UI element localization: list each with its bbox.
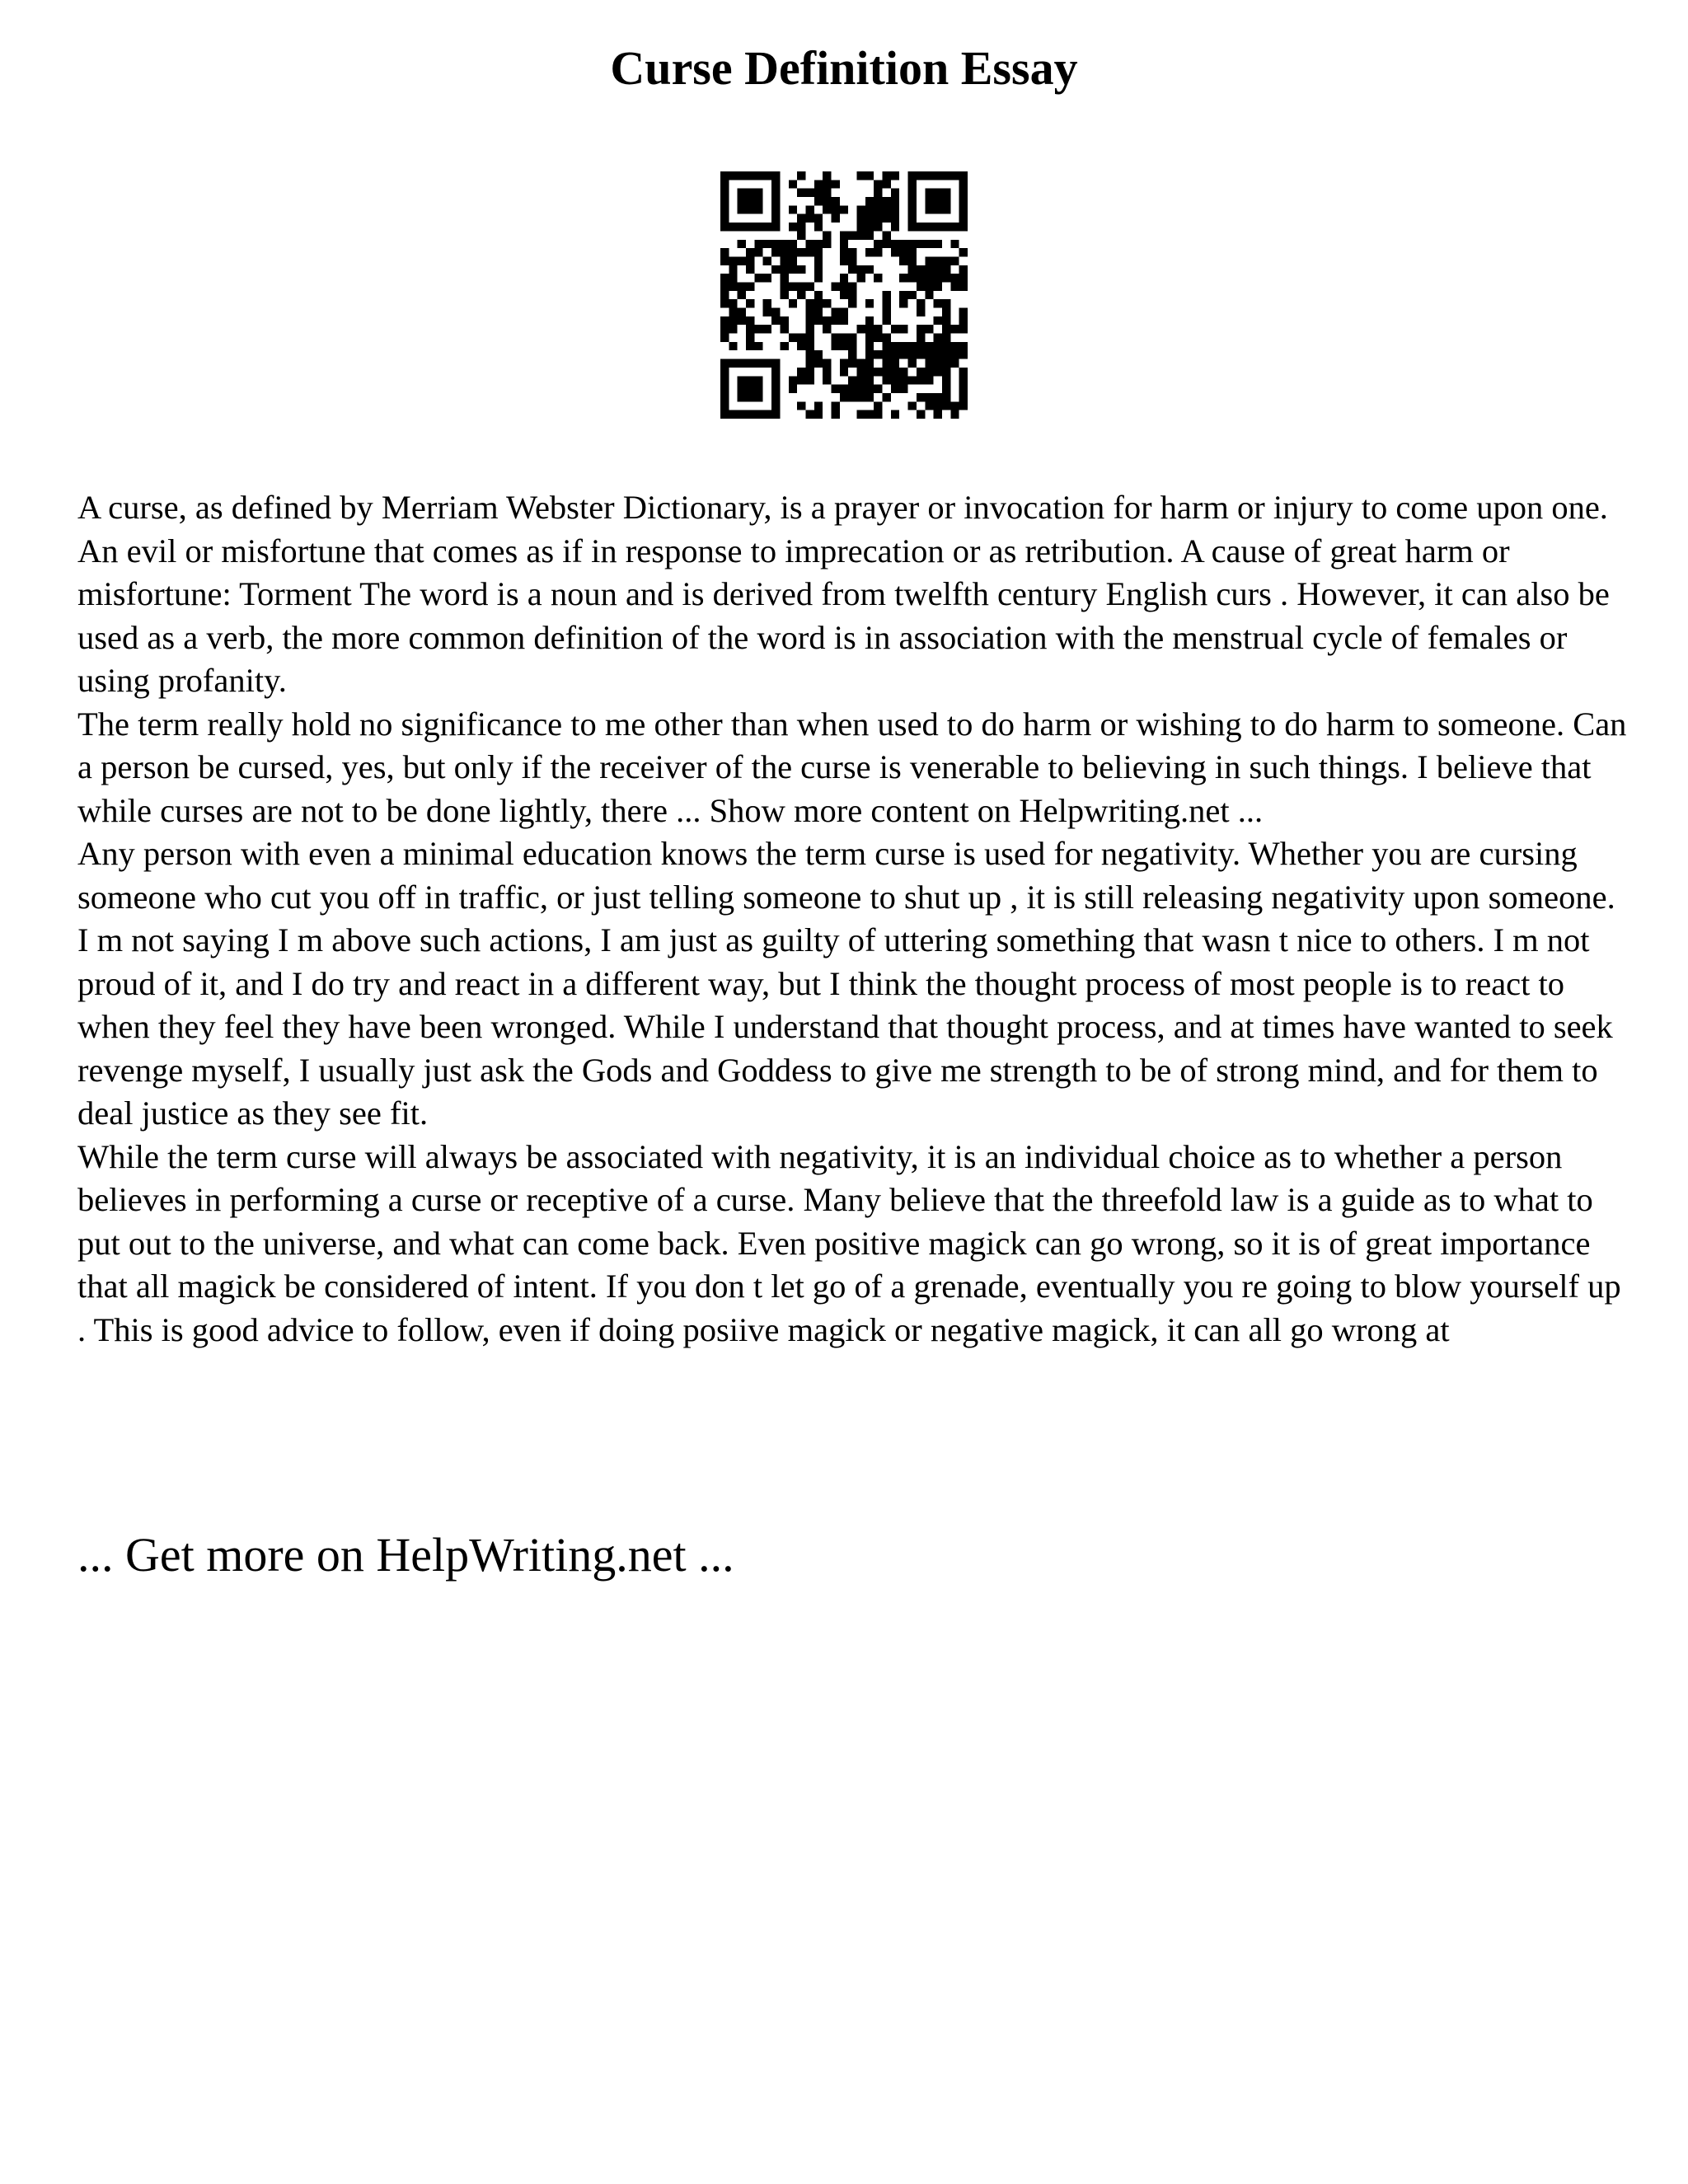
- essay-body: [77, 486, 1627, 1352]
- essay-paragraph: Any person with even a minimal education knows the term curse is used for negativity. Whether you are cursing someone who cut you off in traffic, or just telling someone to shut up , it is still releasing negativity upon someone. I m not saying I m above such actions, I am just as guilty of uttering something that wasn t nice to others. I m not proud of it, and I do try and react in a different way, but I think the thought process of most people is to react to when they feel they have been wronged. While I understand that thought process, and at times have wanted to seek revenge myself, I usually just ask the Gods and Goddess to give me strength to be of strong mind, and for them to deal justice as they see fit.: [77, 835, 1615, 1132]
- footer-link-text[interactable]: ... Get more on HelpWriting.net ...: [77, 1528, 734, 1582]
- essay-paragraph: While the term curse will always be associated with negativity, it is an individual choice as to whether a person believes in performing a curse or receptive of a curse. Many believe that the threefold law is a guide as to what to put out to the universe, and what can come back. Even positive magick can go wrong, so it is of great importance that all magick be considered of intent. If you don t let go of a grenade, eventually you re going to blow yourself up . This is good advice to follow, even if doing posiive magick or negative magick, it can all go wrong at: [77, 1137, 1621, 1348]
- qr-code-graphic: [720, 171, 968, 419]
- essay-paragraph: A curse, as defined by Merriam Webster Dictionary, is a prayer or invocation for harm or injury to come upon one. An evil or misfortune that comes as if in response to imprecation or as retribution. A cause of great harm or misfortune: Torment The word is a noun and is derived from twelfth century English curs . However, it can also be used as a verb, the more common definition of the word is in association with the menstrual cycle of females or using profanity.: [77, 489, 1610, 699]
- essay-paragraph: The term really hold no significance to me other than when used to do harm or wishing to do harm to someone. Can a person be cursed, yes, but only if the receiver of the curse is venerable to believing in such things. I believe that while curses are not to be done lightly, there ... Show more content on Helpwriting.net ...: [77, 705, 1627, 829]
- qr-code-image: [720, 171, 968, 419]
- page-title: Curse Definition Essay: [610, 41, 1078, 95]
